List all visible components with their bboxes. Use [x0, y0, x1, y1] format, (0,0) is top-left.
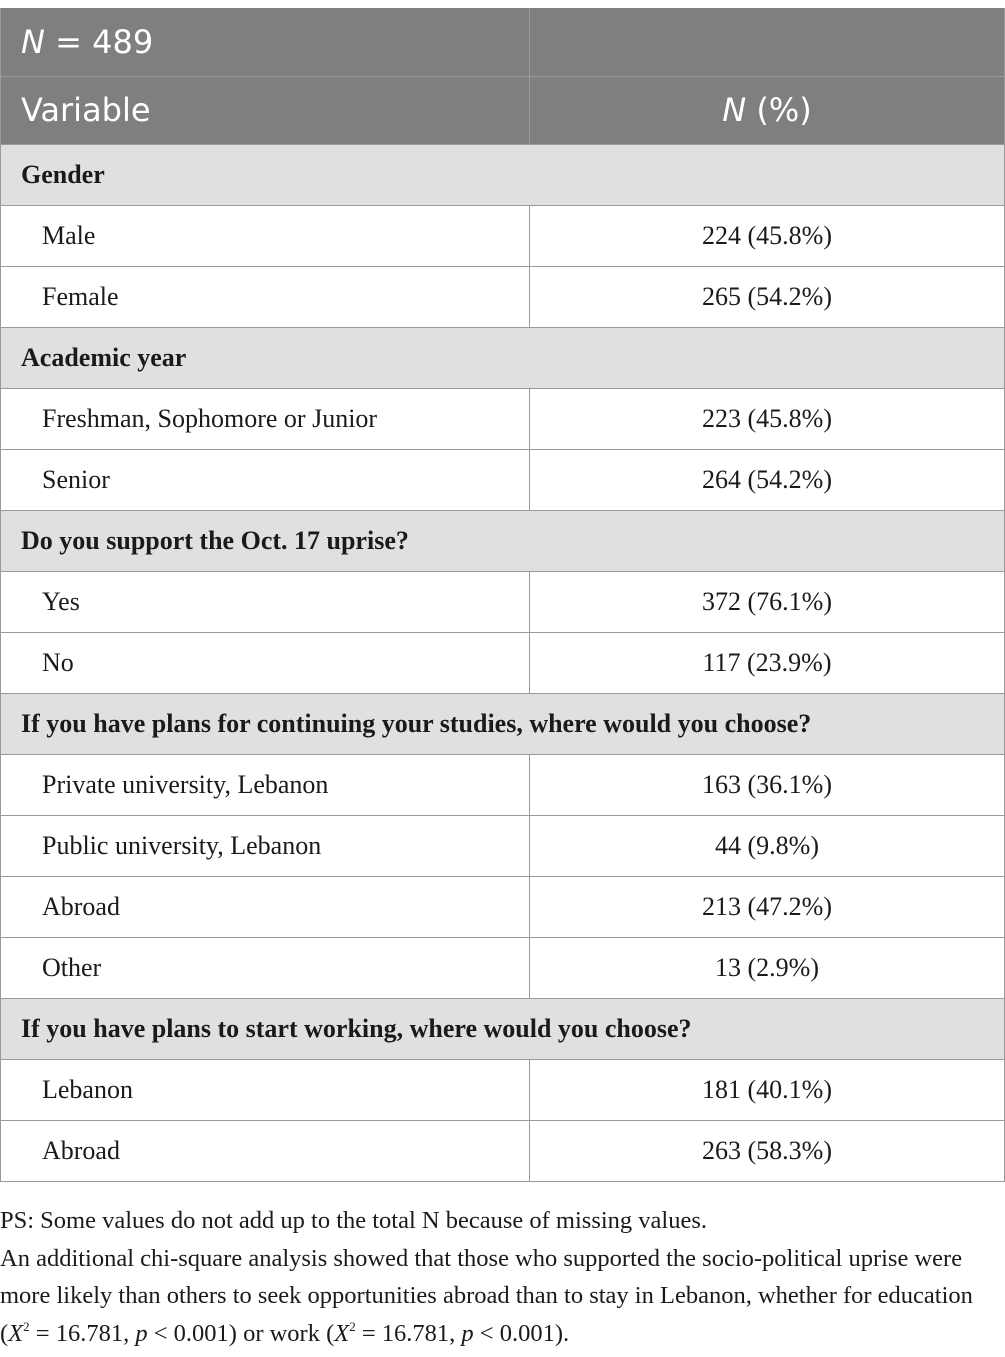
row-label: Lebanon: [1, 1059, 530, 1120]
section-header-row: [1, 510, 1005, 571]
row-value: 223 (45.8%): [530, 388, 1005, 449]
table-row: [1, 876, 1005, 937]
note-chi-intro: An additional chi-square analysis showed that those who supported the socio-political uprise were more likely than others to seek opportunities abroad than to stay in Lebanon, whether for education (: [0, 1244, 973, 1347]
section-title: If you have plans for continuing your studies, where would you choose?: [1, 693, 1005, 754]
table-row: [1, 449, 1005, 510]
row-label: Male: [1, 205, 530, 266]
sample-size-empty-cell: [530, 8, 1005, 76]
table-row: [1, 632, 1005, 693]
row-label: Private university, Lebanon: [1, 754, 530, 815]
row-label: Other: [1, 937, 530, 998]
note-chi-square: [0, 1240, 1004, 1353]
p-symbol-education: p: [135, 1319, 148, 1347]
table-row: [1, 1059, 1005, 1120]
row-value: 163 (36.1%): [530, 754, 1005, 815]
section-title: If you have plans to start working, where would you choose?: [1, 998, 1005, 1059]
n-percent-n-symbol: N: [722, 91, 747, 129]
row-value: 224 (45.8%): [530, 205, 1005, 266]
chi-stat-education: = 16.781,: [29, 1319, 136, 1347]
row-label: Female: [1, 266, 530, 327]
table-notes: [0, 1202, 1004, 1352]
row-value: 213 (47.2%): [530, 876, 1005, 937]
table-row: [1, 937, 1005, 998]
row-label: Public university, Lebanon: [1, 815, 530, 876]
p-symbol-work: p: [461, 1319, 474, 1347]
row-label: No: [1, 632, 530, 693]
row-label: Yes: [1, 571, 530, 632]
row-label: Abroad: [1, 876, 530, 937]
p-value-education: < 0.001) or work (: [147, 1319, 335, 1347]
row-value: 13 (2.9%): [530, 937, 1005, 998]
row-value: 263 (58.3%): [530, 1120, 1005, 1181]
row-value: 264 (54.2%): [530, 449, 1005, 510]
n-percent-label: (%): [746, 91, 812, 129]
chi-symbol-work: X: [334, 1319, 350, 1347]
sample-size-n-symbol: N: [21, 22, 45, 61]
column-header-n-percent: [530, 76, 1005, 144]
row-label: Abroad: [1, 1120, 530, 1181]
p-value-work: < 0.001).: [473, 1319, 570, 1347]
section-header-row: [1, 693, 1005, 754]
section-header-row: [1, 998, 1005, 1059]
chi-superscript-education: 2: [23, 1318, 30, 1334]
section-title: Do you support the Oct. 17 uprise?: [1, 510, 1005, 571]
demographics-table: [0, 8, 1005, 1182]
table-row: [1, 266, 1005, 327]
note-missing-values: PS: Some values do not add up to the total N because of missing values.: [0, 1207, 708, 1234]
header-row-columns: [1, 76, 1005, 144]
table-row: [1, 754, 1005, 815]
table-row: [1, 815, 1005, 876]
sample-size-value: = 489: [55, 22, 154, 61]
table-row: [1, 388, 1005, 449]
row-label: Freshman, Sophomore or Junior: [1, 388, 530, 449]
header-row-sample-size: [1, 8, 1005, 76]
section-header-row: [1, 144, 1005, 205]
column-header-variable: Variable: [1, 76, 530, 144]
section-title: Gender: [1, 144, 1005, 205]
demographics-table-container: [0, 8, 1004, 1182]
row-value: 265 (54.2%): [530, 266, 1005, 327]
row-value: 44 (9.8%): [530, 815, 1005, 876]
chi-stat-work: = 16.781,: [355, 1319, 462, 1347]
sample-size-cell: [1, 8, 530, 76]
chi-symbol-education: X: [8, 1319, 24, 1347]
row-value: 117 (23.9%): [530, 632, 1005, 693]
row-value: 181 (40.1%): [530, 1059, 1005, 1120]
section-header-row: [1, 327, 1005, 388]
chi-superscript-work: 2: [349, 1318, 356, 1334]
table-row: [1, 571, 1005, 632]
row-label: Senior: [1, 449, 530, 510]
table-row: [1, 205, 1005, 266]
row-value: 372 (76.1%): [530, 571, 1005, 632]
table-row: [1, 1120, 1005, 1181]
section-title: Academic year: [1, 327, 1005, 388]
